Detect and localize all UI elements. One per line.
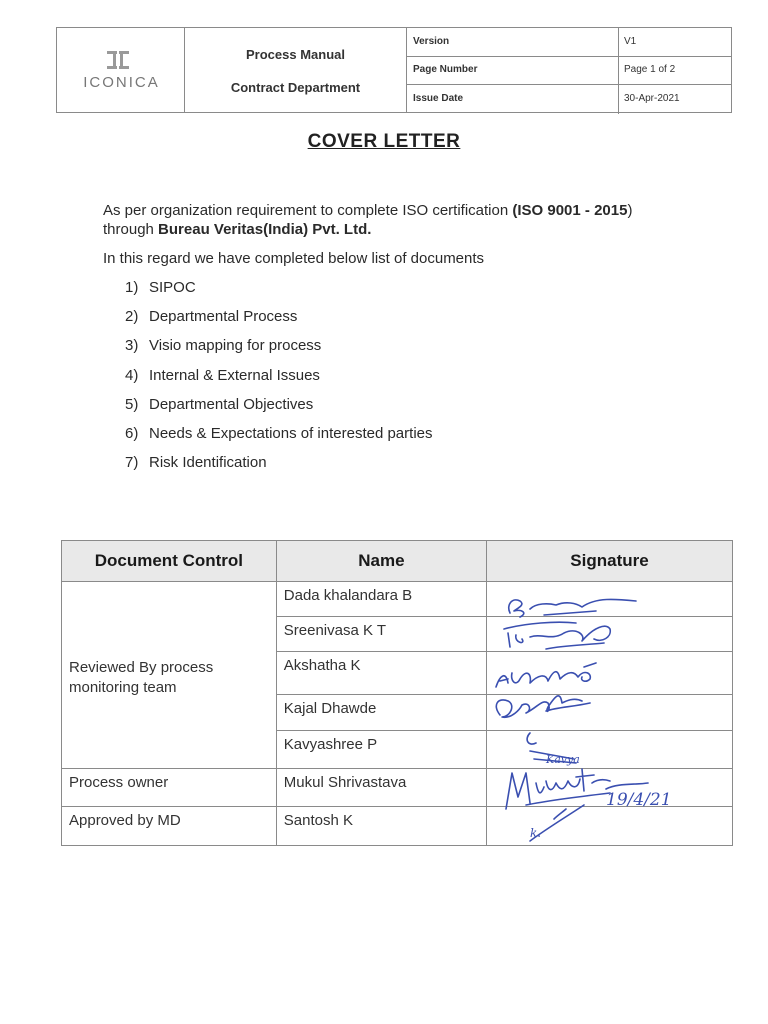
reviewed-role-cell	[62, 582, 277, 769]
meta-row-issue-date	[407, 85, 731, 114]
meta-value: Page 1 of 2	[618, 56, 733, 84]
cover-letter-title: COVER LETTER	[307, 131, 461, 152]
list-item: 6) Needs & Expectations of interested parties	[125, 424, 433, 442]
owner-name: Mukul Shrivastava	[276, 769, 486, 807]
signature-k-text: k.	[530, 826, 542, 840]
document-control-table	[61, 540, 733, 846]
list-item: 4) Internal & External Issues	[125, 366, 320, 384]
meta-label: Issue Date	[413, 93, 464, 104]
signature-kavya-text: Kavya	[546, 753, 580, 766]
intro-text: As per organization requirement to complete ISO certification	[103, 202, 513, 219]
table-row	[62, 582, 733, 617]
meta-row-version	[407, 28, 731, 57]
reviewer-name: Dada khalandara B	[276, 582, 486, 617]
signature-cell	[487, 582, 733, 617]
reviewer-name: Kavyashree P	[276, 731, 486, 769]
reviewer-name: Akshatha K	[276, 652, 486, 695]
approver-role: Approved by MD	[62, 807, 277, 846]
table-row	[62, 769, 733, 807]
column-header-signature: Signature	[487, 541, 733, 582]
regard-line: In this regard we have completed below list of documents	[103, 250, 485, 267]
list-item: 1) SIPOC	[125, 279, 196, 296]
signature-date-text: 19/4/21	[606, 790, 672, 810]
intro-paragraph	[103, 201, 663, 239]
logo-cell	[56, 27, 185, 113]
reviewer-name: Sreenivasa K T	[276, 617, 486, 652]
reviewed-role: Reviewed By process monitoring team	[69, 658, 214, 696]
department-title: Contract Department	[230, 80, 361, 95]
list-item: 3) Visio mapping for process	[125, 337, 322, 355]
meta-label: Version	[413, 36, 450, 47]
signature-cell	[487, 652, 733, 695]
column-header-document-control: Document Control	[62, 541, 277, 582]
iso-standard: (ISO 9001 - 2015	[512, 202, 628, 219]
meta-label: Page Number	[413, 64, 478, 75]
intro-text-2: ) through	[103, 202, 633, 238]
meta-value: 30-Apr-2021	[618, 85, 733, 114]
title-cell	[184, 27, 407, 113]
list-item: 2) Departmental Process	[125, 308, 298, 326]
logo-text: ICONICA	[83, 74, 160, 91]
list-item: 7) Risk Identification	[125, 454, 267, 472]
reviewer-name: Kajal Dhawde	[276, 695, 486, 731]
table-row	[62, 807, 733, 846]
meta-value: V1	[618, 28, 733, 56]
list-item: 5) Departmental Objectives	[125, 395, 314, 413]
iconica-logo-icon	[105, 50, 131, 70]
signature-cell	[487, 807, 733, 846]
document-list	[125, 279, 433, 483]
signature-cell	[487, 695, 733, 731]
table-header-row	[62, 541, 733, 582]
manual-title: Process Manual	[246, 47, 345, 62]
document-header	[56, 27, 732, 113]
signature-cell	[487, 617, 733, 652]
signature-cell	[487, 769, 733, 807]
certifying-company: Bureau Veritas(India) Pvt. Ltd.	[158, 221, 372, 238]
column-header-name: Name	[276, 541, 486, 582]
owner-role: Process owner	[62, 769, 277, 807]
meta-row-page-number	[407, 56, 731, 85]
signature-cell	[487, 731, 733, 769]
approver-name: Santosh K	[276, 807, 486, 846]
meta-cell	[406, 27, 732, 113]
